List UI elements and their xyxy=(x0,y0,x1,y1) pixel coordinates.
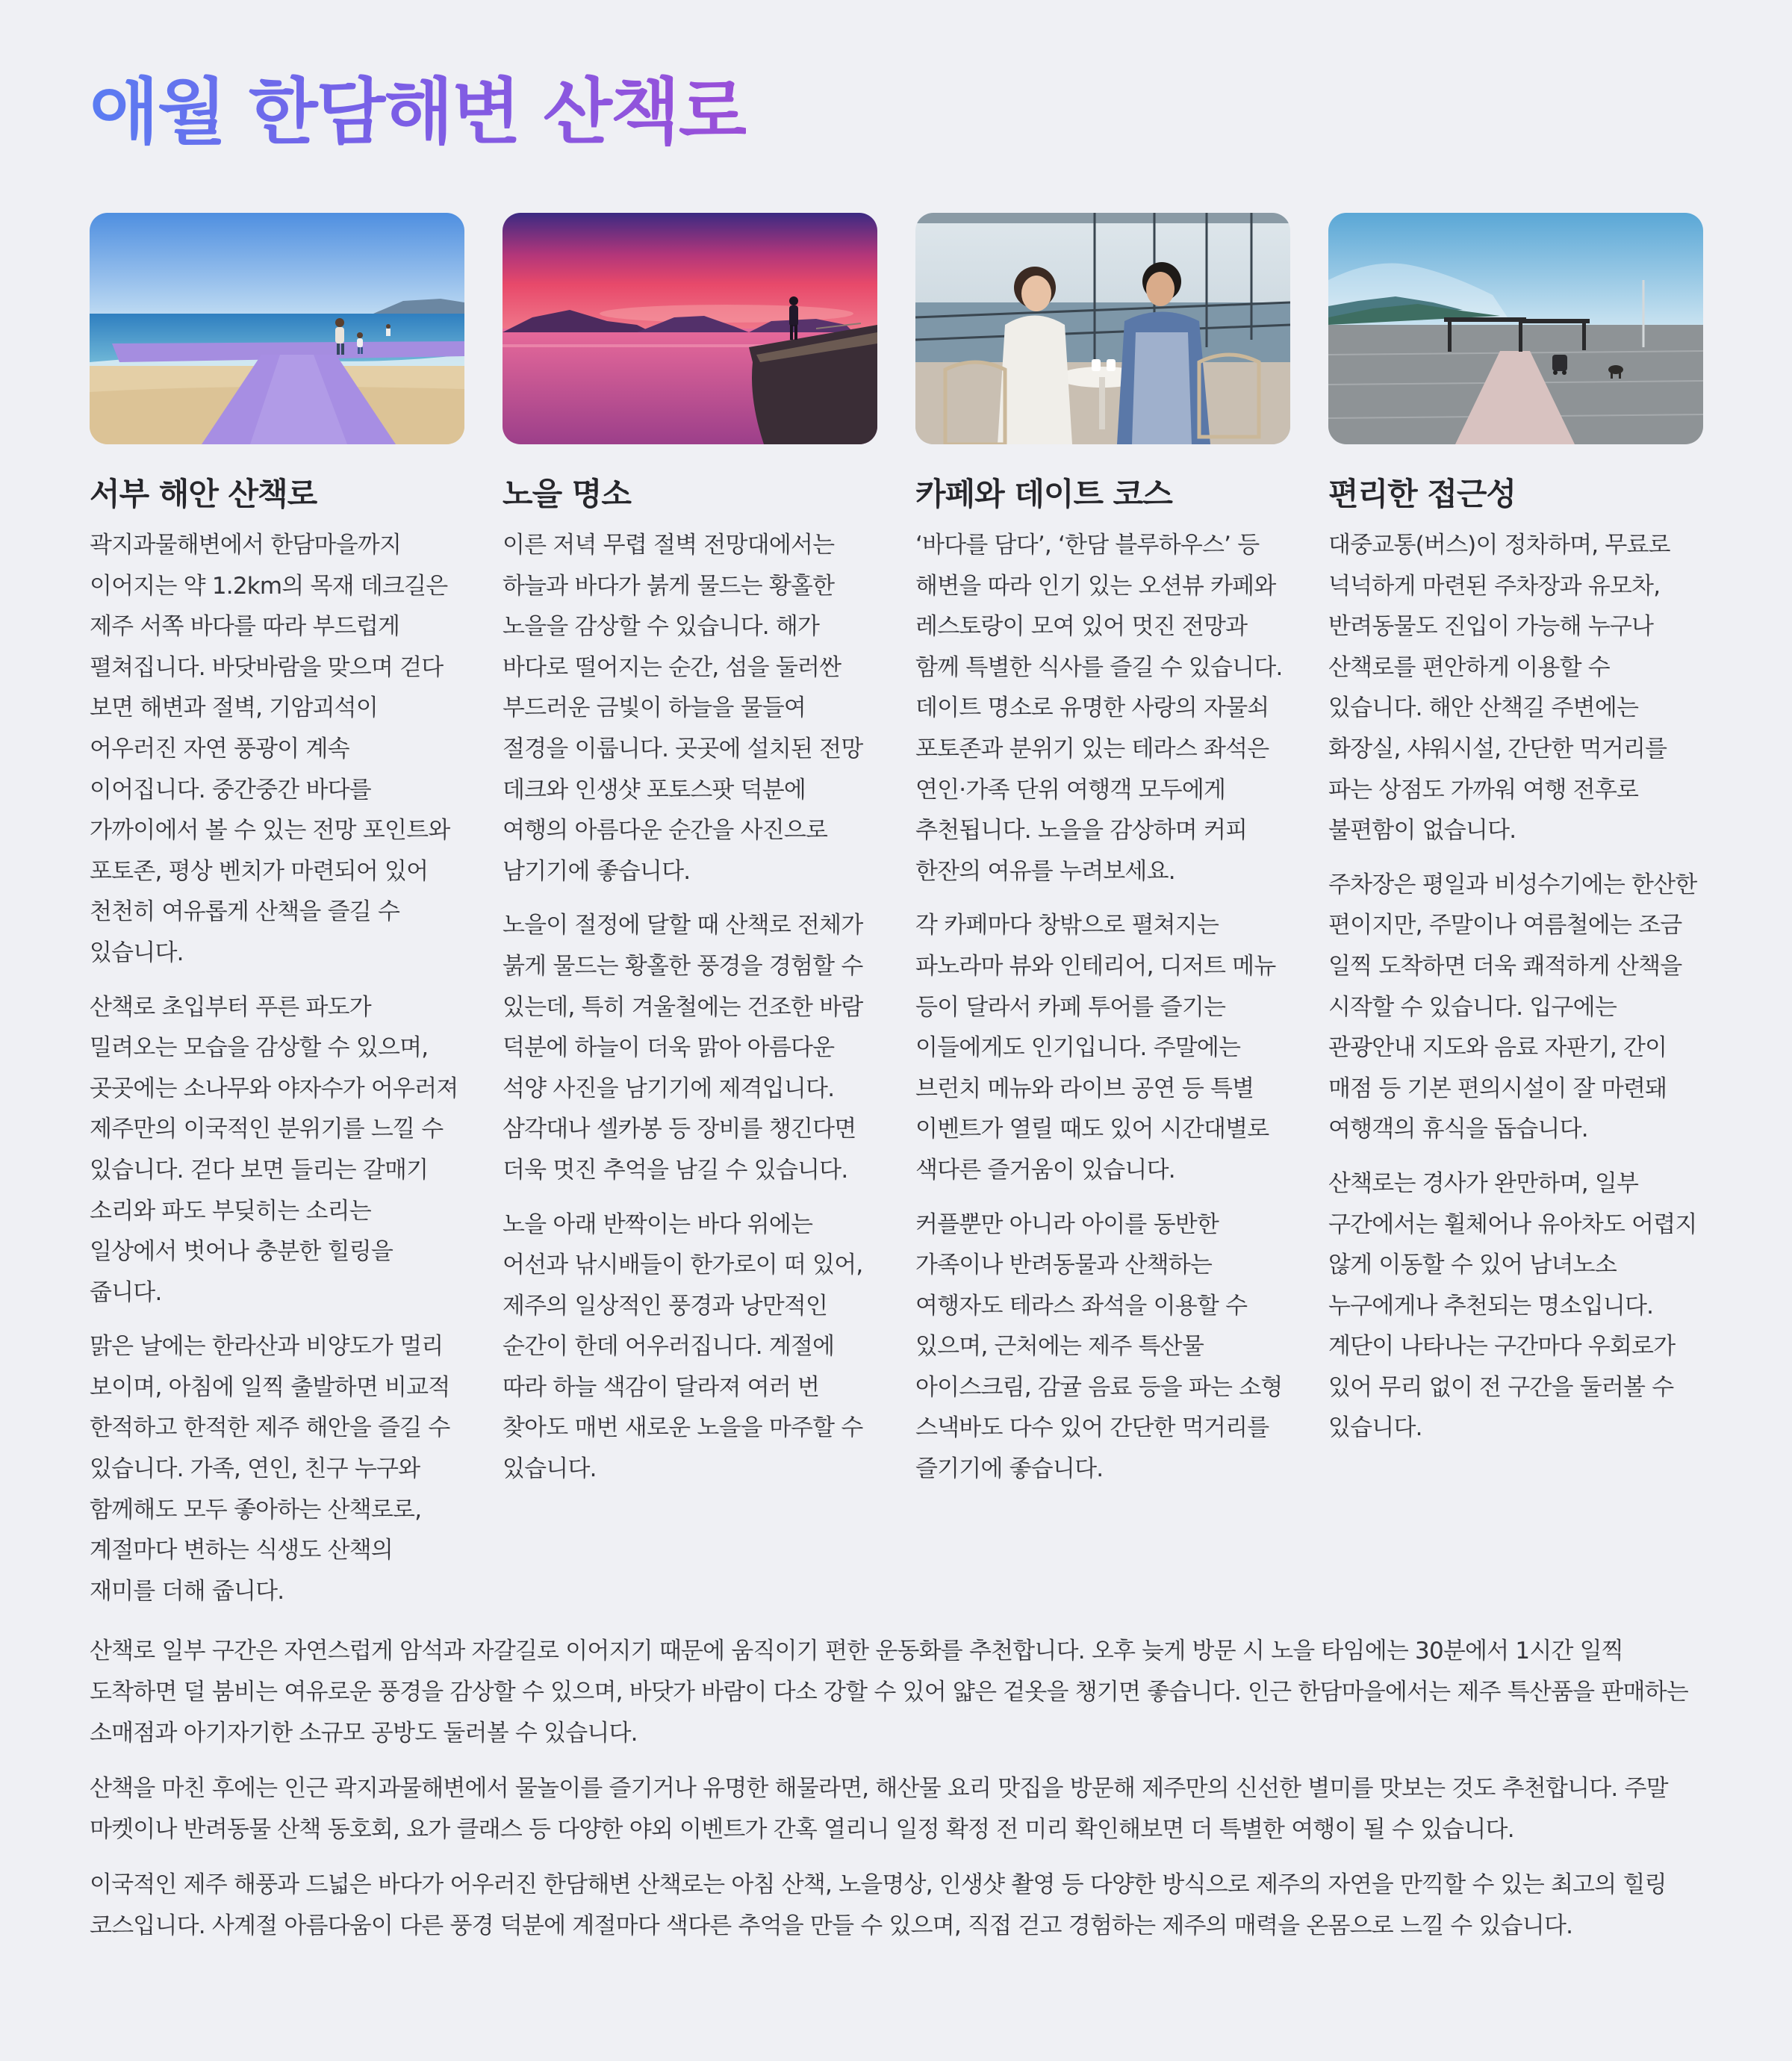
closing-paragraph: 산책을 마친 후에는 인근 곽지과물해변에서 물놀이를 즐기거나 유명한 해물라면, 해산물 요리 맛집을 방문해 제주만의 신선한 별미를 맛보는 것도 추천합니다. 주말 마켓이나 반려동물 산책 동호회, 요가 클래스 등 다양한 야외 이벤트가 간혹 열리니 일정 확정 전 미리 확인해보면 더 특별한 여행이 될 수 있습니다. xyxy=(90,1775,1668,1844)
page-title: 애월 한담해변 산책로 xyxy=(90,70,747,154)
section-paragraph: 산책로는 경사가 완만하며, 일부 구간에서는 휠체어나 유아차도 어렵지 않게 이동할 수 있어 남녀노소 누구에게나 추천되는 명소입니다. 계단이 나타나는 구간마다 우회로가 있어 무리 없이 전 구간을 둘러볼 수 있습니다. xyxy=(1328,1169,1697,1442)
closing-paragraphs xyxy=(90,1631,1702,1947)
section-title: 서부 해안 산책로 xyxy=(90,476,317,512)
section-paragraph: 산책로 초입부터 푸른 파도가 밀려오는 모습을 감상할 수 있으며, 곳곳에는 소나무와 야자수가 어우러져 제주만의 이국적인 분위기를 느낄 수 있습니다. 걷다 보면 들리는 갈매기 소리와 파도 부딪히는 소리는 일상에서 벗어나 충분한 힐링을 줍니다. xyxy=(90,993,458,1306)
cafe-date-photo xyxy=(915,213,1290,444)
section-body xyxy=(1328,525,1703,1449)
feature-columns xyxy=(90,213,1702,1611)
section-paragraph: 커플뿐만 아니라 아이를 동반한 가족이나 반려동물과 산책하는 여행자도 테라스 좌석을 이용할 수 있으며, 근처에는 제주 특산물 아이스크림, 감귤 음료 등을 파는 소형 스낵바도 다수 있어 간단한 먹거리를 즐기기에 좋습니다. xyxy=(915,1210,1283,1483)
section-paragraph: 이른 저녁 무렵 절벽 전망대에서는 하늘과 바다가 붉게 물드는 황홀한 노을을 감상할 수 있습니다. 해가 바다로 떨어지는 순간, 섬을 둘러싼 부드러운 금빛이 하늘을 물들여 절경을 이룹니다. 곳곳에 설치된 전망 데크와 인생샷 포토스팟 덕분에 여행의 아름다운 순간을 사진으로 남기기에 좋습니다. xyxy=(503,532,863,885)
section-paragraph: 노을 아래 반짝이는 바다 위에는 어선과 낚시배들이 한가로이 떠 있어, 제주의 일상적인 풍경과 낭만적인 순간이 한데 어우러집니다. 계절에 따라 하늘 색감이 달라져 여러 번 찾아도 매번 새로운 노을을 마주할 수 있습니다. xyxy=(503,1210,863,1483)
section-paragraph: 곽지과물해변에서 한담마을까지 이어지는 약 1.2km의 목재 데크길은 제주 서쪽 바다를 따라 부드럽게 펼쳐집니다. 바닷바람을 맞으며 걷다 보면 해변과 절벽, 기암괴석이 어우러진 자연 풍광이 계속 이어집니다. 중간중간 바다를 가까이에서 볼 수 있는 전망 포인트와 포토존, 평상 벤치가 마련되어 있어 천천히 여유롭게 산책을 즐길 수 있습니다. xyxy=(90,532,450,966)
section-paragraph: 대중교통(버스)이 정차하며, 무료로 넉넉하게 마련된 주차장과 유모차, 반려동물도 진입이 가능해 누구나 산책로를 편안하게 이용할 수 있습니다. 해안 산책길 주변에는 화장실, 샤워시설, 간단한 먹거리를 파는 상점도 가까워 여행 전후로 불편함이 없습니다. xyxy=(1328,532,1670,845)
section-title: 편리한 접근성 xyxy=(1328,476,1516,512)
beach-boardwalk-photo xyxy=(90,213,464,444)
section-body xyxy=(503,525,877,1490)
feature-column-cafe xyxy=(915,213,1290,1611)
section-paragraph: 주차장은 평일과 비성수기에는 한산한 편이지만, 주말이나 여름철에는 조금 일찍 도착하면 더욱 쾌적하게 산책을 시작할 수 있습니다. 입구에는 관광안내 지도와 음료 자판기, 간이 매점 등 기본 편의시설이 잘 마련돼 여행객의 휴식을 돕습니다. xyxy=(1328,871,1697,1143)
parking-lot-photo xyxy=(1328,213,1703,444)
feature-column-access xyxy=(1328,213,1703,1611)
closing-paragraph: 이국적인 제주 해풍과 드넓은 바다가 어우러진 한담해변 산책로는 아침 산책, 노을명상, 인생샷 촬영 등 다양한 방식으로 제주의 자연을 만끽할 수 있는 최고의 힐링 코스입니다. 사계절 아름다움이 다른 풍경 덕분에 계절마다 색다른 추억을 만들 수 있으며, 직접 걷고 경험하는 제주의 매력을 온몸으로 느낄 수 있습니다. xyxy=(90,1871,1667,1940)
section-title: 노을 명소 xyxy=(503,476,631,512)
section-paragraph: 맑은 날에는 한라산과 비양도가 멀리 보이며, 아침에 일찍 출발하면 비교적 한적하고 한적한 제주 해안을 즐길 수 있습니다. 가족, 연인, 친구 누구와 함께해도 모두 좋아하는 산책로로, 계절마다 변하는 식생도 산책의 재미를 더해 줍니다. xyxy=(90,1333,450,1605)
feature-column-sunset xyxy=(503,213,877,1611)
closing-paragraph: 산책로 일부 구간은 자연스럽게 암석과 자갈길로 이어지기 때문에 움직이기 편한 운동화를 추천합니다. 오후 늦게 방문 시 노을 타임에는 30분에서 1시간 일찍 도착하면 덜 붐비는 여유로운 풍경을 감상할 수 있으며, 바닷가 바람이 다소 강할 수 있어 얇은 겉옷을 챙기면 좋습니다. 인근 한담마을에서는 제주 특산품을 판매하는 소매점과 아기자기한 소규모 공방도 둘러볼 수 있습니다. xyxy=(90,1638,1688,1747)
sunset-cliff-photo xyxy=(503,213,877,444)
section-body xyxy=(915,525,1290,1490)
section-paragraph: 노을이 절정에 달할 때 산책로 전체가 붉게 물드는 황홀한 풍경을 경험할 수 있는데, 특히 겨울철에는 건조한 바람 덕분에 하늘이 더욱 맑아 아름다운 석양 사진을 남기기에 제격입니다. 삼각대나 셀카봉 등 장비를 챙긴다면 더욱 멋진 추억을 남길 수 있습니다. xyxy=(503,912,863,1184)
section-title: 카페와 데이트 코스 xyxy=(915,476,1172,512)
section-body xyxy=(90,525,464,1611)
section-paragraph: ‘바다를 담다’, ‘한담 블루하우스’ 등 해변을 따라 인기 있는 오션뷰 카페와 레스토랑이 모여 있어 멋진 전망과 함께 특별한 식사를 즐길 수 있습니다. 데이트 명소로 유명한 사랑의 자물쇠 포토존과 분위기 있는 테라스 좌석은 연인·가족 단위 여행객 모두에게 추천됩니다. 노을을 감상하며 커피 한잔의 여유를 누려보세요. xyxy=(915,532,1283,885)
section-paragraph: 각 카페마다 창밖으로 펼쳐지는 파노라마 뷰와 인테리어, 디저트 메뉴 등이 달라서 카페 투어를 즐기는 이들에게도 인기입니다. 주말에는 브런치 메뉴와 라이브 공연 등 특별 이벤트가 열릴 때도 있어 시간대별로 색다른 즐거움이 있습니다. xyxy=(915,912,1276,1184)
feature-column-west-coast xyxy=(90,213,464,1611)
